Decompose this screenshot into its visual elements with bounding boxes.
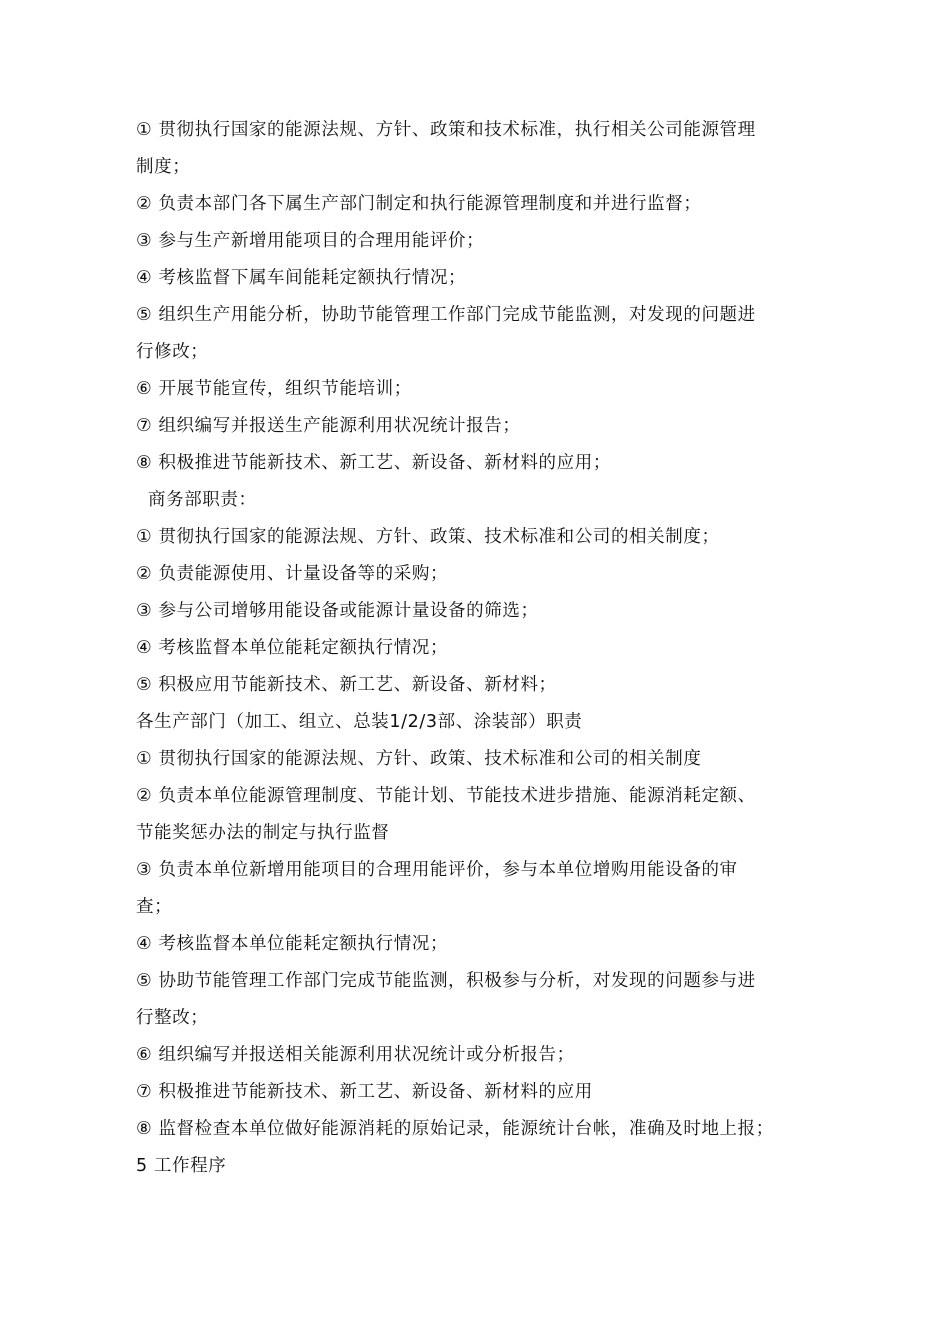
text-line: ⑦ 积极推进节能新技术、新工艺、新设备、新材料的应用: [136, 1082, 593, 1102]
text-line: ⑦ 组织编写并报送生产能源利用状况统计报告；: [136, 416, 521, 436]
text-line: 行修改；: [136, 342, 209, 362]
text-line: ⑥ 组织编写并报送相关能源利用状况统计或分析报告；: [136, 1045, 575, 1065]
text-line: ① 贯彻执行国家的能源法规、方针、政策、技术标准和公司的相关制度: [136, 749, 702, 769]
text-line: ④ 考核监督本单位能耗定额执行情况；: [136, 638, 449, 658]
text-line: ② 负责本单位能源管理制度、节能计划、节能技术进步措施、能源消耗定额、: [136, 786, 756, 806]
text-line: ④ 考核监督本单位能耗定额执行情况；: [136, 934, 449, 954]
text-line: ⑤ 组织生产用能分析，协助节能管理工作部门完成节能监测，对发现的问题进: [136, 305, 756, 325]
text-line: ⑥ 开展节能宣传，组织节能培训；: [136, 379, 412, 399]
text-line: ① 贯彻执行国家的能源法规、方针、政策和技术标准，执行相关公司能源管理: [136, 120, 756, 140]
text-line: ④ 考核监督下属车间能耗定额执行情况；: [136, 268, 467, 288]
text-line: ⑤ 积极应用节能新技术、新工艺、新设备、新材料；: [136, 675, 557, 695]
text-line: 节能奖惩办法的制定与执行监督: [136, 823, 390, 843]
text-line: ② 负责本部门各下属生产部门制定和执行能源管理制度和并进行监督；: [136, 194, 702, 214]
text-line: ③ 负责本单位新增用能项目的合理用能评价，参与本单位增购用能设备的审: [136, 860, 738, 880]
text-line: ⑧ 监督检查本单位做好能源消耗的原始记录，能源统计台帐，准确及时地上报；: [136, 1119, 774, 1139]
text-line: 查；: [136, 897, 173, 917]
section-heading-commerce: 商务部职责：: [148, 490, 257, 510]
text-line: 行整改；: [136, 1008, 209, 1028]
section-heading-procedure: 5 工作程序: [136, 1156, 227, 1176]
text-line: ⑧ 积极推进节能新技术、新工艺、新设备、新材料的应用；: [136, 453, 611, 473]
document-body: [136, 112, 816, 1185]
text-line: ⑤ 协助节能管理工作部门完成节能监测，积极参与分析，对发现的问题参与进: [136, 971, 756, 991]
text-line: ① 贯彻执行国家的能源法规、方针、政策、技术标准和公司的相关制度；: [136, 527, 720, 547]
text-line: ③ 参与生产新增用能项目的合理用能评价；: [136, 231, 485, 251]
section-heading-production: 各生产部门（加工、组立、总装1/2/3部、涂装部）职责: [136, 712, 583, 732]
text-line: ② 负责能源使用、计量设备等的采购；: [136, 564, 449, 584]
text-line: ③ 参与公司增够用能设备或能源计量设备的筛选；: [136, 601, 539, 621]
text-line: 制度；: [136, 157, 191, 177]
